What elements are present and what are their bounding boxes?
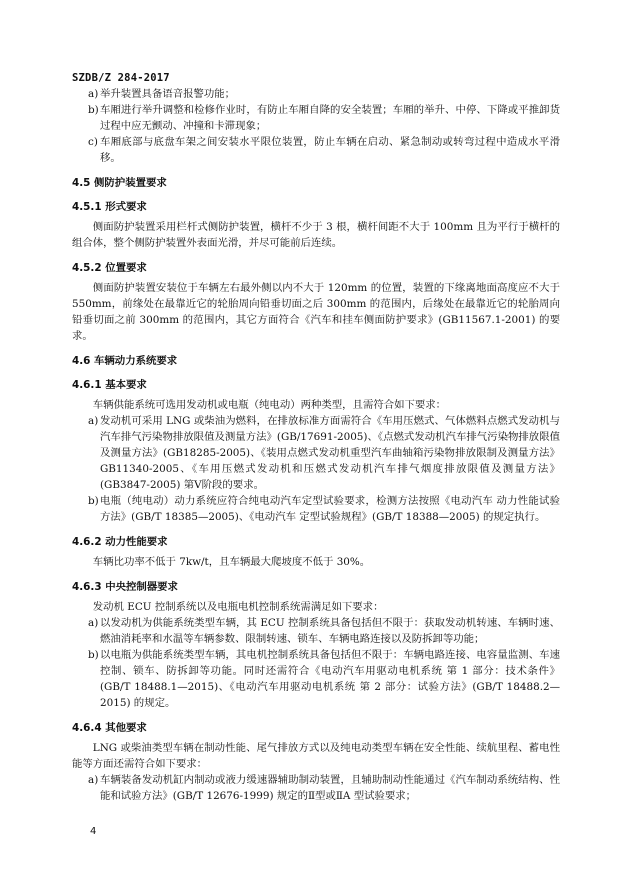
list-text: 车厢进行举升调整和检修作业时，有防止车厢自降的安全装置；车厢的举升、中停、下降或平推卸货过程中应无颤动、冲撞和卡滞现象； [100,104,560,132]
paragraph: 侧面防护装置采用栏杆式侧防护装置，横杆不少于 3 根，横杆间距不大于 100mm 且为平行于横杆的组合体，整个侧防护装置外表面光滑，并尽可能前后连续。 [72,221,560,249]
list-item [72,493,560,525]
section-heading-4-5-1: 4.5.1 形式要求 [72,201,147,213]
list-item [72,647,560,711]
doc-code: SZDB/Z 284-2017 [72,72,170,84]
section-heading-4-6-4: 4.6.4 其他要求 [72,722,147,734]
paragraph: 车辆比功率不低于 7kw/t，且车辆最大爬坡度不低于 30%。 [92,556,371,568]
document-body [72,86,560,804]
section-heading-4-5: 4.5 侧防护装置要求 [72,177,167,189]
list-item [72,134,560,166]
list-item [72,413,560,493]
list-item [72,102,560,134]
section-heading-4-6-2: 4.6.2 动力性能要求 [72,536,168,548]
list-marker: a) [88,617,99,629]
page-number: 4 [90,826,97,837]
list-text: 电瓶（纯电动）动力系统应符合纯电动汽车定型试验要求，检测方法按照《电动汽车 动力性能试验方法》(GB/T 18385—2005)、《电动汽车 定型试验规程》(GB/T 18388—2005) 的规定执行。 [100,495,560,523]
list-marker: b) [88,649,99,661]
list-marker: c) [88,136,98,148]
list-marker: a) [88,415,99,427]
list-text: 车厢底部与底盘车架之间安装水平限位装置，防止车辆在启动、紧急制动或转弯过程中造成水平滑移。 [100,136,560,164]
list-item [72,615,560,647]
list-marker: b) [88,495,99,507]
list-marker: b) [88,104,99,116]
paragraph: 发动机 ECU 控制系统以及电瓶电机控制系统需满足如下要求： [92,601,384,613]
list-text: 以电瓶为供能系统类型车辆，其电机控制系统具备包括但不限于：车辆电路连接、电容量监测、车速控制、锁车、防拆卸等功能。同时还需符合《电动汽车用驱动电机系统 第 1 部分：技术条件》(GB/T 18488.1—2015)、《电动汽车用驱动电机系统 第 2 部分：试验方法》(GB/T 18488.2—2015) 的规定。 [100,649,560,709]
list-text: 车辆装备发动机缸内制动或液力缓速器辅助制动装置，且辅助制动性能通过《汽车制动系统结构、性能和试验方法》(GB/T 12676-1999) 规定的Ⅱ型或ⅡA 型试验要求； [100,774,560,802]
section-heading-4-6-1: 4.6.1 基本要求 [72,379,147,391]
list-text: 发动机可采用 LNG 或柴油为燃料，在排放标准方面需符合《车用压燃式、气体燃料点燃式发动机与汽车排气污染物排放限值及测量方法》(GB/17691-2005)、《点燃式发动机汽车排气污染物排放限值及测量方法》(GB18285-2005)、《装用点燃式发动机重型汽车曲轴箱污染物排放限制及测量方法》GB11340-2005、《车用压燃式发动机和压燃式发动机汽车排气烟度排放限值及测量方法》(GB3847-2005) 第Ⅴ阶段的要求。 [100,415,560,491]
section-heading-4-5-2: 4.5.2 位置要求 [72,262,147,274]
list-marker: a) [88,88,99,100]
section-heading-4-6-3: 4.6.3 中央控制器要求 [72,581,178,593]
section-heading-4-6: 4.6 车辆动力系统要求 [72,355,178,367]
list-text: 以发动机为供能系统类型车辆，其 ECU 控制系统具备包括但不限于：获取发动机转速、车辆时速、燃油消耗率和水温等车辆参数、限制转速、锁车、车辆电路连接以及防拆卸等功能； [100,617,560,645]
list-item [72,772,560,804]
list-item [72,86,560,102]
list-text: 举升装置具备语音报警功能； [100,88,236,100]
paragraph: 侧面防护装置安装位于车辆左右最外侧以内不大于 120mm 的位置，装置的下缘离地面高度应不大于 550mm，前缘处在最靠近它的轮胎周向铅垂切面之后 300mm 的范围内，后缘处在最靠近它的轮胎周向铅垂切面之前 300mm 的范围内，其它方面符合《汽车和挂车侧面防护要求》(GB11567.1-2001) 的要求。 [72,282,560,342]
list-marker: a) [88,774,99,786]
paragraph: 车辆供能系统可选用发动机或电瓶（纯电动）两种类型，且需符合如下要求： [92,399,447,411]
paragraph: LNG 或柴油类型车辆在制动性能、尾气排放方式以及纯电动类型车辆在安全性能、续航里程、蓄电性能等方面还需符合如下要求： [72,742,560,770]
